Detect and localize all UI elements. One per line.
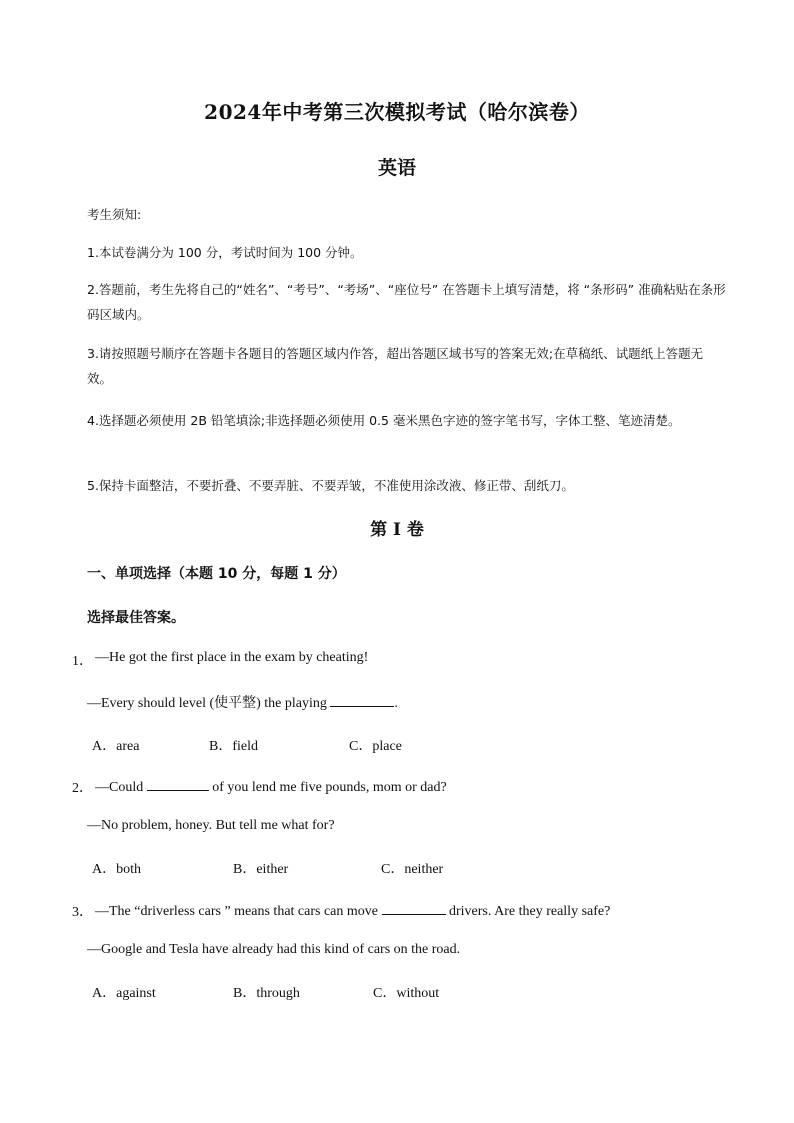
notice-item-2: 2.答题前，考生先将自己的“姓名”、“考号”、“考场”、“座位号” 在答题卡上填写清楚，将 “条形码” 准确粘贴在条形码区域内。 bbox=[87, 282, 726, 322]
question-number: 2． bbox=[72, 781, 93, 796]
question-2-line-1 bbox=[95, 777, 447, 796]
question-text: drivers. Are they really safe? bbox=[445, 904, 611, 919]
notice-item-3: 3.请按照题号顺序在答题卡各题目的答题区域内作答，超出答题区域书写的答案无效;在草稿纸、试题纸上答题无效。 bbox=[87, 346, 704, 386]
question-text: of you lend me five pounds, mom or dad? bbox=[208, 780, 447, 795]
option-a: A．both bbox=[92, 862, 141, 877]
question-text: —No problem, honey. But tell me what for? bbox=[87, 818, 335, 833]
answer-blank bbox=[382, 901, 446, 915]
question-2-line-2 bbox=[87, 818, 335, 834]
question-3-line-1 bbox=[95, 901, 610, 920]
question-number: 3． bbox=[72, 905, 93, 920]
notice-item-4: 4.选择题必须使用 2B 铅笔填涂;非选择题必须使用 0.5 毫米黑色字迹的签字笔书写，字体工整、笔迹清楚。 bbox=[87, 413, 681, 428]
question-text: —The “driverless cars ” means that cars can move bbox=[95, 904, 382, 919]
question-text: . bbox=[394, 696, 398, 711]
option-a: A．area bbox=[92, 739, 140, 754]
question-text: —Could bbox=[95, 780, 147, 795]
question-text: —He got the first place in the exam by cheating! bbox=[95, 650, 369, 665]
option-c: C．place bbox=[349, 739, 402, 754]
notice-item-1: 1.本试卷满分为 100 分，考试时间为 100 分钟。 bbox=[87, 245, 363, 260]
option-c: C．without bbox=[373, 986, 440, 1001]
question-number: 1． bbox=[72, 654, 93, 669]
option-b: B．field bbox=[209, 739, 258, 754]
question-text: —Google and Tesla have already had this kind of cars on the road. bbox=[87, 942, 461, 957]
option-c: C．neither bbox=[381, 862, 444, 877]
exam-title: 2024年中考第三次模拟考试（哈尔滨卷） bbox=[204, 100, 590, 124]
option-a: A．against bbox=[92, 986, 156, 1001]
part-instruction: 选择最佳答案。 bbox=[87, 610, 185, 626]
question-1-line-2 bbox=[87, 692, 398, 712]
notice-item-5: 5.保持卡面整洁，不要折叠、不要弄脏、不要弄皱，不准使用涂改液、修正带、刮纸刀。 bbox=[87, 478, 574, 493]
section-title: 第 I 卷 bbox=[370, 520, 424, 540]
option-b: B．either bbox=[233, 862, 289, 877]
option-b: B．through bbox=[233, 986, 300, 1001]
question-3-line-2 bbox=[87, 942, 460, 958]
part-title: 一、单项选择（本题 10 分，每题 1 分） bbox=[87, 566, 346, 582]
answer-blank bbox=[147, 777, 209, 791]
question-text: —Every should level (使平整) the playing bbox=[87, 696, 331, 711]
subject-heading: 英语 bbox=[377, 157, 416, 179]
notice-heading: 考生须知: bbox=[87, 207, 142, 222]
answer-blank bbox=[330, 693, 394, 707]
question-1-line-1 bbox=[95, 650, 368, 666]
